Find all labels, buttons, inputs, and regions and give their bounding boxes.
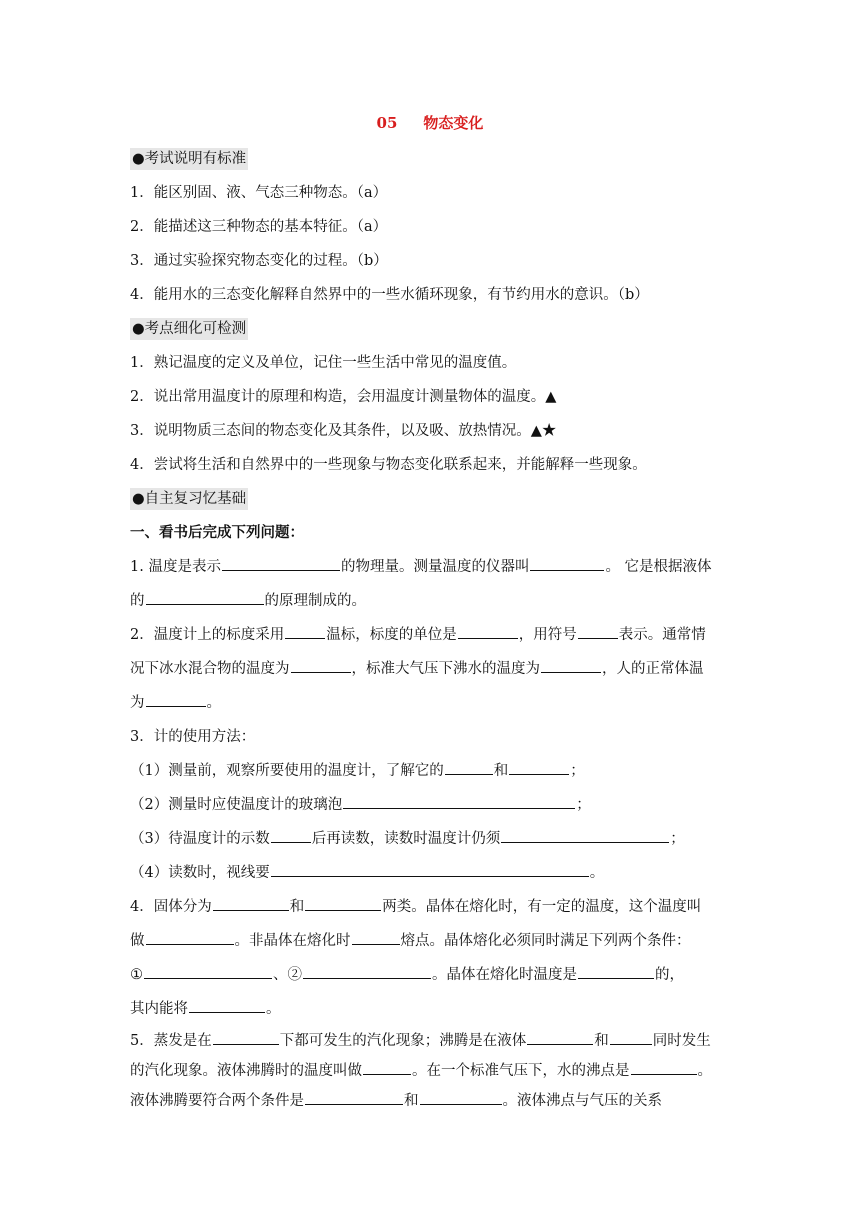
question-5-line-2: 的汽化现象。液体沸腾时的温度叫做 。在一个标准气压下，水的沸点是 。 bbox=[130, 1056, 730, 1086]
question-2-line-3: 为 。 bbox=[130, 686, 730, 720]
exam-item-3: 3．通过实验探究物态变化的过程。（b） bbox=[130, 253, 388, 269]
blank-field[interactable] bbox=[343, 792, 575, 809]
review-subheading: 一、看书后完成下列问题： bbox=[130, 524, 304, 541]
point-item-4: 4．尝试将生活和自然界中的一些现象与物态变化联系起来，并能解释一些现象。 bbox=[130, 457, 647, 473]
question-4-line-1: 4．固体分为 和 两类。晶体在熔化时，有一定的温度，这个温度叫 bbox=[130, 890, 730, 924]
title-number: 05 bbox=[376, 114, 398, 132]
blank-field[interactable] bbox=[578, 622, 618, 639]
blank-field[interactable] bbox=[530, 554, 604, 571]
blank-field[interactable] bbox=[509, 758, 569, 775]
question-3-intro: 3．计的使用方法： bbox=[130, 729, 256, 745]
question-4-line-4: 其内能将 。 bbox=[130, 992, 730, 1026]
blank-field[interactable] bbox=[303, 962, 431, 979]
exam-item-1: 1．能区别固、液、气态三种物态。（a） bbox=[130, 185, 388, 201]
exam-item-2: 2．能描述这三种物态的基本特征。（a） bbox=[130, 219, 388, 235]
blank-field[interactable] bbox=[305, 894, 381, 911]
blank-field[interactable] bbox=[189, 996, 265, 1013]
blank-field[interactable] bbox=[631, 1058, 697, 1075]
blank-field[interactable] bbox=[271, 860, 589, 877]
blank-field[interactable] bbox=[271, 826, 311, 843]
question-3-sub-2: （2）测量时应使温度计的玻璃泡 ； bbox=[130, 788, 730, 822]
blank-field[interactable] bbox=[285, 622, 325, 639]
blank-field[interactable] bbox=[363, 1058, 411, 1075]
section-heading-points: ●考点细化可检测 bbox=[130, 312, 730, 346]
blank-field[interactable] bbox=[610, 1028, 652, 1045]
blank-field[interactable] bbox=[420, 1088, 502, 1105]
blank-field[interactable] bbox=[146, 690, 206, 707]
title-text: 物态变化 bbox=[423, 114, 484, 132]
question-5-line-3: 液体沸腾要符合两个条件是 和 。液体沸点与气压的关系 bbox=[130, 1086, 730, 1116]
blank-field[interactable] bbox=[213, 1028, 279, 1045]
document-content bbox=[130, 110, 730, 1116]
blank-field[interactable] bbox=[305, 1088, 403, 1105]
question-3-sub-4: （4）读数时，视线要 。 bbox=[130, 856, 730, 890]
blank-field[interactable] bbox=[501, 826, 669, 843]
question-5-line-1: 5．蒸发是在 下都可发生的汽化现象；沸腾是在液体 和 同时发生 bbox=[130, 1026, 730, 1056]
blank-field[interactable] bbox=[222, 554, 340, 571]
blank-field[interactable] bbox=[445, 758, 493, 775]
point-item-2: 2．说出常用温度计的原理和构造，会用温度计测量物体的温度。▲ bbox=[130, 389, 557, 405]
blank-field[interactable] bbox=[146, 588, 264, 605]
question-3-sub-3: （3）待温度计的示数 后再读数，读数时温度计仍须 ； bbox=[130, 822, 730, 856]
blank-field[interactable] bbox=[458, 622, 518, 639]
page-title bbox=[130, 110, 730, 136]
blank-field[interactable] bbox=[291, 656, 351, 673]
blank-field[interactable] bbox=[352, 928, 400, 945]
question-3-sub-1: （1）测量前，观察所要使用的温度计，了解它的 和 ； bbox=[130, 754, 730, 788]
point-item-1: 1．熟记温度的定义及单位，记住一些生活中常见的温度值。 bbox=[130, 355, 517, 371]
exam-item-4: 4．能用水的三态变化解释自然界中的一些水循环现象，有节约用水的意识。（b） bbox=[130, 287, 649, 303]
question-4-line-2: 做 。非晶体在熔化时 熔点。晶体熔化必须同时满足下列两个条件： bbox=[130, 924, 730, 958]
question-1-line-1: 1. 温度是表示 的物理量。测量温度的仪器叫 。 它是根据液体 bbox=[130, 550, 730, 584]
blank-field[interactable] bbox=[527, 1028, 593, 1045]
question-1-line-2: 的 的原理制成的。 bbox=[130, 584, 730, 618]
question-4-line-3: ① 、② 。晶体在熔化时温度是 的， bbox=[130, 958, 730, 992]
section-heading-review: ●自主复习忆基础 bbox=[130, 482, 730, 516]
blank-field[interactable] bbox=[146, 928, 234, 945]
blank-field[interactable] bbox=[541, 656, 601, 673]
question-2-line-1: 2．温度计上的标度采用 温标，标度的单位是 ，用符号 表示。通常情 bbox=[130, 618, 730, 652]
question-2-line-2: 况下冰水混合物的温度为 ，标准大气压下沸水的温度为 ，人的正常体温 bbox=[130, 652, 730, 686]
blank-field[interactable] bbox=[213, 894, 289, 911]
blank-field[interactable] bbox=[144, 962, 272, 979]
section-heading-exam: ●考试说明有标准 bbox=[130, 142, 730, 176]
blank-field[interactable] bbox=[578, 962, 654, 979]
point-item-3: 3．说明物质三态间的物态变化及其条件，以及吸、放热情况。▲★ bbox=[130, 423, 557, 439]
